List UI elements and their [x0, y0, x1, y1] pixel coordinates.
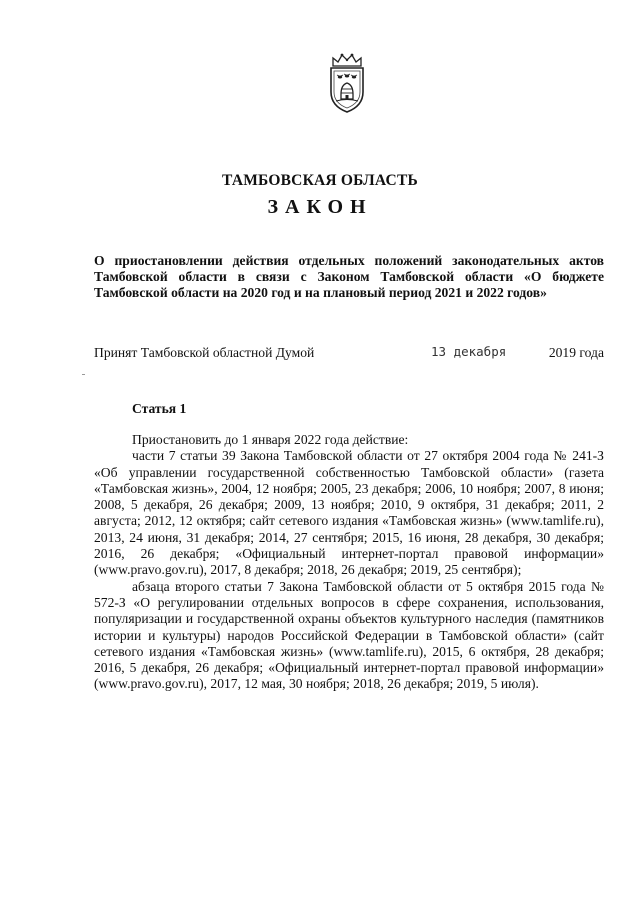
article-paragraph: абзаца второго статьи 7 Закона Тамбовской области от 5 октября 2015 года № 572-З «О регулировании отдельных вопросов в сфере сохранения, использования, популяризации и государственной охраны объектов культурного наследия (памятников истории и культуры) народов Российской Федерации в Тамбовской области» (сайт сетевого издания «Тамбовская жизнь» (www.tamlife.ru), 2015, 6 октября, 28 декабря; 2016, 5 декабря, 26 декабря; «Официальный интернет-портал правовой информации» (www.pravo.gov.ru), 2017, 12 мая, 30 ноября; 2018, 26 декабря; 2019, 5 июля).	[94, 578, 604, 692]
region-name: ТАМБОВСКАЯ ОБЛАСТЬ	[222, 172, 418, 189]
article-intro: Приостановить до 1 января 2022 года действие:	[132, 432, 409, 447]
adoption-label: Принят Тамбовской областной Думой	[94, 345, 315, 360]
scan-mark	[82, 374, 85, 375]
article-body	[94, 432, 604, 693]
adoption-date: 13 декабря	[431, 344, 507, 359]
article-paragraph: части 7 статьи 39 Закона Тамбовской области от 27 октября 2004 года № 241-З «Об управлении государственной собственностью Тамбовской области» (газета «Тамбовская жизнь», 2004, 12 ноября; 2005, 23 декабря; 2006, 10 ноября; 2007, 8 июня; 2008, 5 декабря, 26 декабря; 2009, 13 ноября; 2010, 9 октября, 31 декабря; 2011, 2 августа; 2012, 12 октября; сайт сетевого издания «Тамбовская жизнь» (www.tamlife.ru), 2013, 24 июня, 31 декабря; 2014, 27 сентября; 2015, 16 июня, 28 декабря, 30 декабря; 2016, 26 декабря; «Официальный интернет-портал правовой информации» (www.pravo.gov.ru), 2017, 8 декабря; 2018, 26 декабря; 2019, 25 сентября);	[94, 448, 604, 578]
adoption-line	[94, 344, 604, 366]
article-heading: Статья 1	[132, 401, 187, 416]
document-type: ЗАКОН	[267, 196, 373, 218]
adoption-year: 2019 года	[548, 345, 604, 360]
tambov-coat-of-arms-icon	[324, 52, 370, 114]
law-title: О приостановлении действия отдельных положений законодательных актов Тамбовской области в связи с Законом Тамбовской области «О бюджете Тамбовской области на 2020 год и на плановый период 2021 и 2022 годов»	[94, 253, 604, 300]
